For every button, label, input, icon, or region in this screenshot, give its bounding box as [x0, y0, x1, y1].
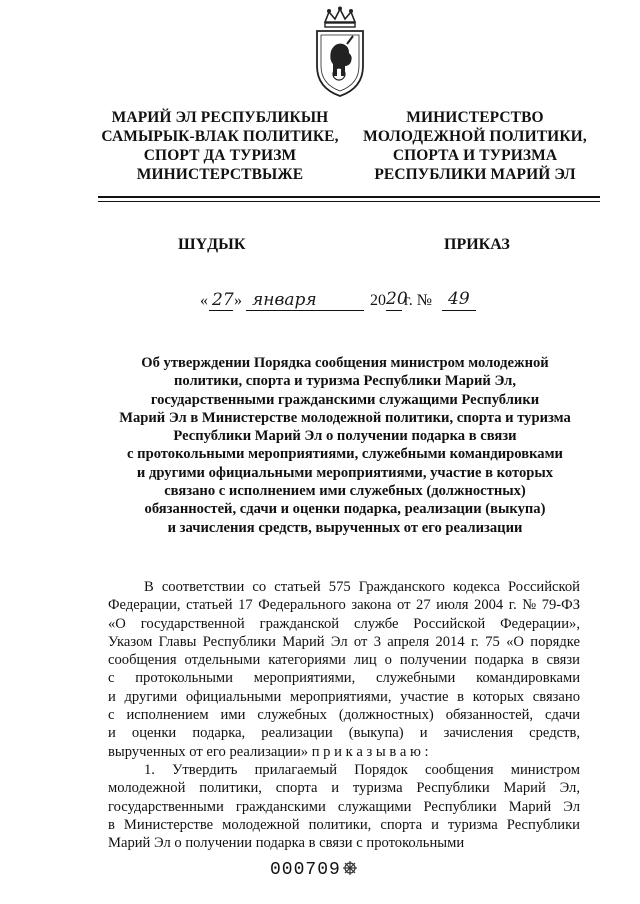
- body-line: В соответствии со статьей 575 Гражданского кодекса Российской: [144, 579, 580, 595]
- title-line: Об утверждении Порядка сообщения министром молодежной: [141, 355, 549, 371]
- body-line: и оценки подарка, реализации (выкупа) и зачисления средств,: [108, 725, 581, 742]
- title-line: и зачисления средств, вырученных от его реализации: [167, 519, 523, 536]
- header-right-line: СПОРТА И ТУРИЗМА: [392, 147, 558, 164]
- body-line: 1. Утвердить прилагаемый Порядок сообщения министром: [144, 761, 580, 778]
- header-right-block: [355, 108, 595, 184]
- body-line: государственными гражданскими служащими Республики Марий Эл: [108, 798, 580, 815]
- title-line: связано с исполнением ими служебных (должностных): [164, 483, 526, 500]
- body-line: вырученных от его реализации» п р и к а з ы в а ю :: [108, 743, 429, 760]
- title-line: Марий Эл в Министерстве молодежной политики, спорта и туризма: [119, 409, 571, 426]
- date-day: 27: [212, 290, 234, 310]
- body-line: Марий Эл о получении подарка в связи с протокольными: [108, 835, 465, 852]
- header-left-block: [95, 108, 345, 184]
- asterisk-stamp-icon: [342, 860, 358, 876]
- header-divider-thin: [98, 201, 600, 202]
- body-line: с протокольными мероприятиями, служебными командировками: [108, 670, 581, 687]
- date-day-underline: [209, 310, 233, 311]
- body-line: Указом Главы Республики Марий Эл от 3 апреля 2014 г. 75 «О порядке: [108, 633, 581, 650]
- title-line: государственными гражданскими служащими Республики: [150, 391, 540, 408]
- doc-type-mari: ШҮДЫК: [178, 236, 246, 253]
- document-title: [90, 354, 600, 537]
- title-line: Республики Марий Эл о получении подарка в связи: [173, 428, 517, 445]
- header-left-line: МАРИЙ ЭЛ РЕСПУБЛИКЫН: [111, 109, 329, 126]
- date-month-underline: [246, 310, 364, 311]
- header-right-line: РЕСПУБЛИКИ МАРИЙ ЭЛ: [374, 166, 576, 183]
- form-serial-number: 000709: [270, 860, 341, 880]
- header-right-line: МОЛОДЕЖНОЙ ПОЛИТИКИ,: [363, 128, 587, 145]
- date-number-label: г. №: [404, 292, 433, 309]
- body-line: с исполнением ими служебных (должностных) обязанностей, сдачи: [108, 707, 580, 724]
- body-line: молодежной политики, спорта и туризма Республики Марий Эл,: [108, 780, 580, 797]
- title-line: с протокольными мероприятиями, служебными командировками: [127, 446, 563, 463]
- header-left-line: САМЫРЫК-ВЛАК ПОЛИТИКЕ,: [101, 128, 339, 145]
- coat-of-arms-icon: [305, 6, 375, 98]
- date-open-quote: «: [200, 292, 208, 309]
- document-body: [108, 578, 580, 852]
- doc-type-russian: ПРИКАЗ: [444, 236, 510, 253]
- body-line: Федерации, статьей 17 Федерального закона от 27 июля 2004 г. № 79-ФЗ: [108, 597, 581, 614]
- date-close-quote: »: [234, 292, 242, 309]
- body-line: в Министерстве молодежной политики, спорта и туризма Республики: [108, 816, 580, 833]
- order-number: 49: [448, 289, 470, 309]
- title-line: политики, спорта и туризма Республики Марий Эл,: [173, 373, 517, 390]
- body-line: «О государственной гражданской службе Российской Федерации»,: [108, 615, 580, 632]
- title-line: и другими официальными мероприятиями, участие в которых: [136, 464, 554, 481]
- date-year-underline: [386, 310, 402, 311]
- body-line: сообщения отдельными категориями лиц о получении подарка в связи: [108, 652, 580, 669]
- header-right-line: МИНИСТЕРСТВО: [406, 109, 544, 126]
- header-left-line: СПОРТ ДА ТУРИЗМ: [143, 147, 297, 164]
- header-divider-thick: [98, 196, 600, 198]
- date-month: января: [252, 290, 317, 310]
- date-year-suffix: 20: [386, 289, 408, 309]
- title-line: обязанностей, сдачи и оценки подарка, реализации (выкупа): [144, 501, 546, 518]
- body-line: и другими официальными мероприятиями, участие в которых связано: [108, 688, 581, 705]
- order-number-underline: [442, 310, 476, 311]
- header-left-line: МИНИСТЕРСТВЫЖЕ: [136, 166, 304, 183]
- date-number-line: [200, 290, 500, 318]
- date-year-prefix: 20: [370, 292, 386, 309]
